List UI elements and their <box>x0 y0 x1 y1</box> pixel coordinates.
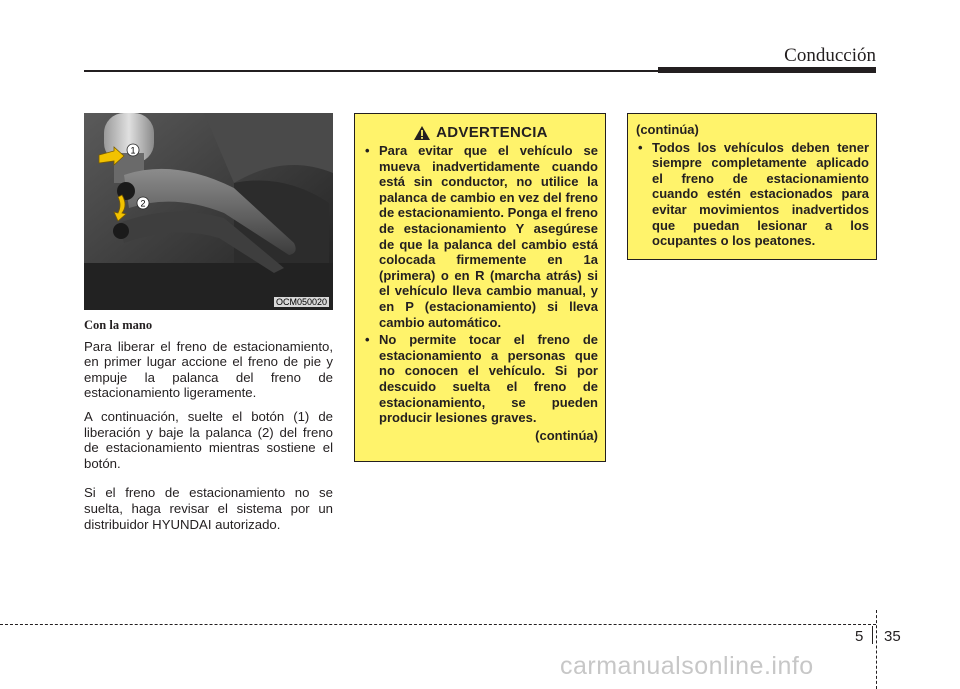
footer-dashed-rule <box>0 624 876 625</box>
header-bar <box>658 67 876 73</box>
callout-2: 2 <box>140 198 146 209</box>
paragraph: Para liberar el freno de estacionamiento, en primer lugar accione el freno de pie y empuje la palanca del freno de estacionamiento ligeramente. <box>84 338 333 401</box>
warning-heading <box>363 125 598 141</box>
chapter-number: 5 <box>855 628 864 645</box>
warning-list <box>363 143 598 426</box>
section-title: Conducción <box>784 45 876 66</box>
warning-item: • Para evitar que el vehículo se mueva inadvertidamente cuando está sin conductor, no utilice la palanca de cambio en vez del freno de estacionamiento. Ponga el freno de estacionamiento Y asegúrese de que la palanca del cambio está colocada firmemente en 1a (primera) o en R (marcha atrás) si el vehículo lleva cambio manual, y en P (estacionamiento) si lleva cambio automático. <box>363 143 598 330</box>
parking-brake-illustration <box>84 113 333 310</box>
footer-vertical-rule <box>876 610 877 689</box>
continued-label: (continúa) <box>636 122 699 137</box>
warning-title: ADVERTENCIA <box>436 124 548 142</box>
warning-item: • No permite tocar el freno de estacionamiento a personas que no conocen el vehículo. Si por descuido suelta el freno de estacionamiento, se pueden producir lesiones graves. <box>363 332 598 426</box>
left-column <box>84 318 333 540</box>
page-separator <box>872 626 873 644</box>
warning-box <box>354 113 606 462</box>
continues-note: (continúa) <box>535 427 598 443</box>
page-number: 35 <box>884 628 901 645</box>
header-rule <box>84 70 658 72</box>
photo-code: OCM050020 <box>275 297 327 307</box>
paragraph: Si el freno de estacionamiento no se suelta, haga revisar el sistema por un distribuidor HYUNDAI autorizado. <box>84 485 333 532</box>
warning-continued-list <box>636 140 869 249</box>
subheading: Con la mano <box>84 318 153 332</box>
warning-triangle-icon <box>413 125 431 141</box>
warning-item: • Todos los vehículos deben tener siempre completamente aplicado el freno de estacionamiento cuando estén estacionados para evitar movimientos inadvertidos que puedan lesionar a los ocupantes o los peatones. <box>636 140 869 249</box>
callout-1: 1 <box>130 145 136 156</box>
watermark: carmanualsonline.info <box>560 652 814 680</box>
paragraph: A continuación, suelte el botón (1) de liberación y baje la palanca (2) del freno de estacionamiento mientras sostiene el botón. <box>84 408 333 471</box>
warning-continued-box <box>627 113 877 260</box>
parking-brake-photo <box>84 113 333 310</box>
